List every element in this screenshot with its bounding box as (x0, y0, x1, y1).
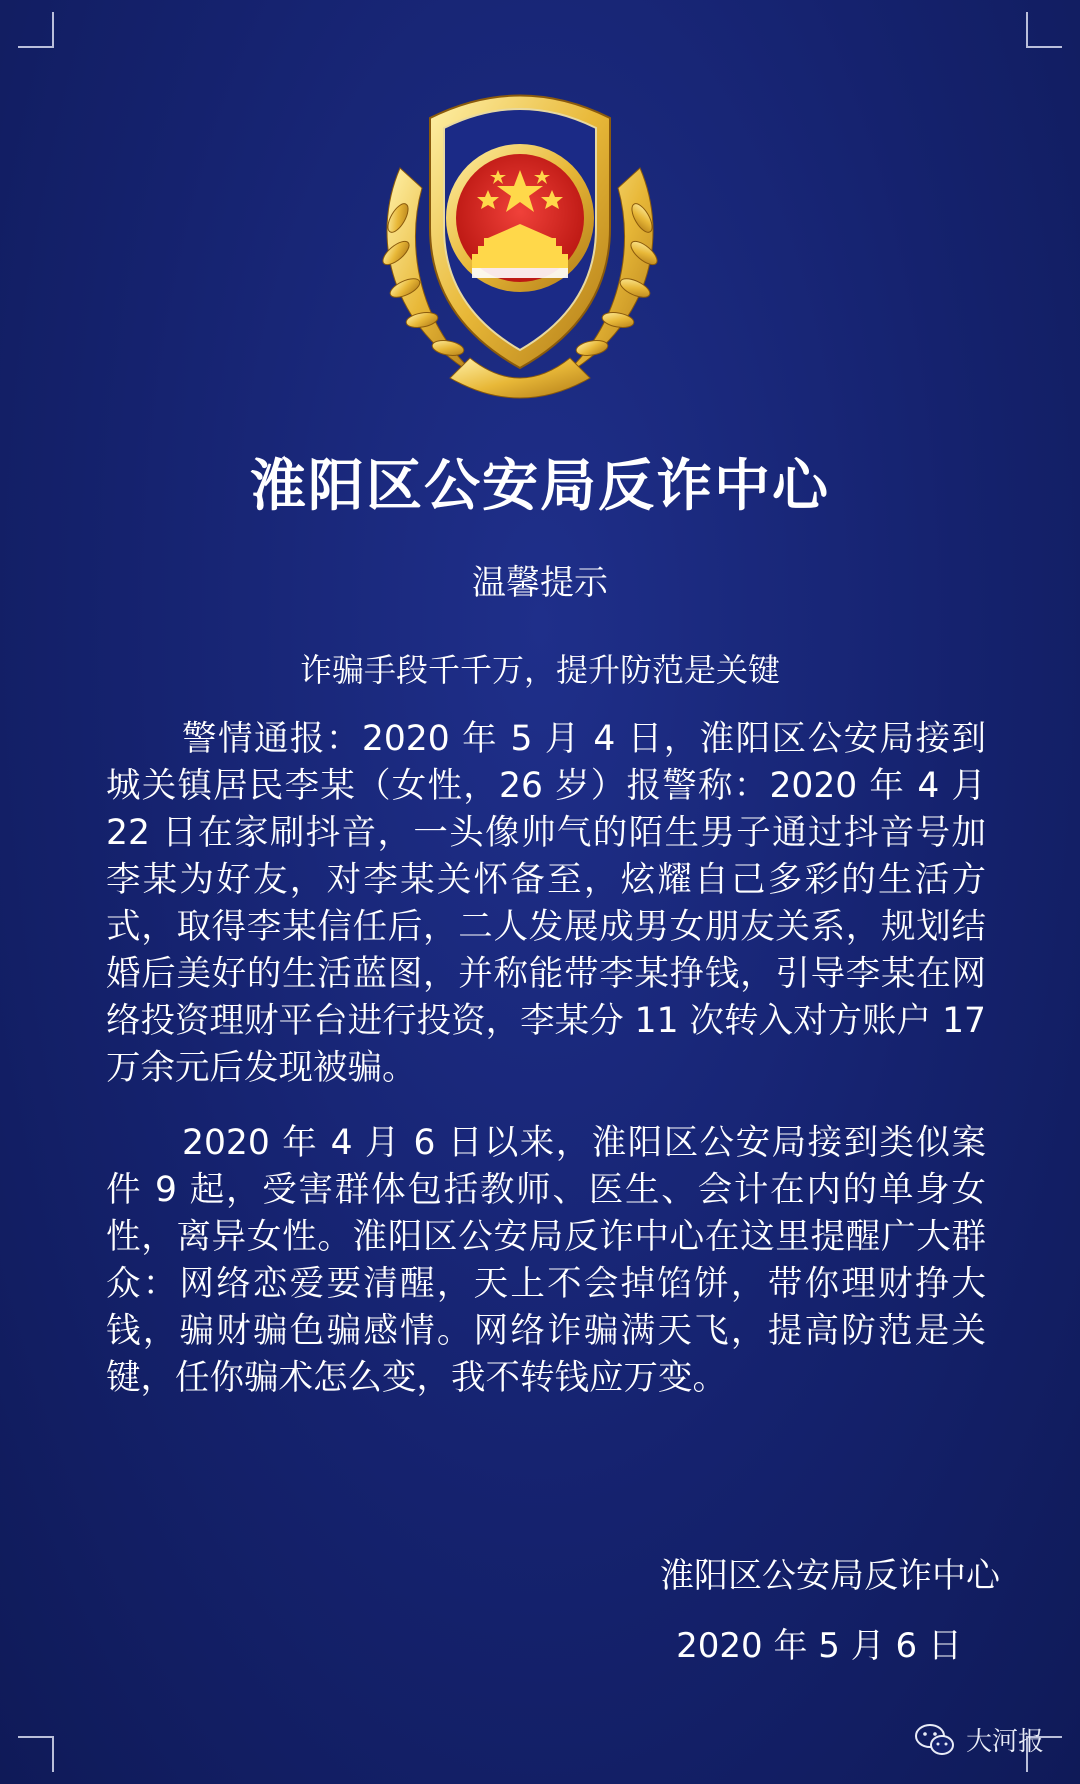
corner-mark-top-left (18, 12, 54, 48)
signature-date: 2020 年 5 月 6 日 (676, 1626, 962, 1666)
wechat-icon (914, 1723, 956, 1757)
corner-mark-bottom-left (18, 1736, 54, 1772)
notice-paragraph-1: 警情通报：2020 年 5 月 4 日，淮阳区公安局接到城关镇居民李某（女性，26 岁）报警称：2020 年 4 月 22 日在家刷抖音，一头像帅气的陌生男子通过抖音号加李某为好友，对李某关怀备至，炫耀自己多彩的生活方式，取得李某信任后，二人发展成男女朋友关系，规划结婚后美好的生活蓝图，并称能带李某挣钱，引导李某在网络投资理财平台进行投资，李某分 11 次转入对方账户 17 万余元后发现被骗。 (106, 719, 986, 1088)
watermark-text: 大河报 (965, 1727, 1044, 1757)
notice-subtitle: 温馨提示 (472, 563, 608, 603)
signature-organization: 淮阳区公安局反诈中心 (660, 1556, 1000, 1596)
police-emblem-icon (360, 78, 680, 408)
corner-mark-top-right (1026, 12, 1062, 48)
notice-slogan: 诈骗手段千千万，提升防范是关键 (299, 651, 780, 689)
source-watermark (914, 1721, 1044, 1758)
page-title: 淮阳区公安局反诈中心 (250, 454, 830, 519)
notice-paragraph-2: 2020 年 4 月 6 日以来，淮阳区公安局接到类似案件 9 起，受害群体包括教师、医生、会计在内的单身女性，离异女性。淮阳区公安局反诈中心在这里提醒广大群众：网络恋爱要清醒，天上不会掉馅饼，带你理财挣大钱，骗财骗色骗感情。网络诈骗满天飞，提高防范是关键，任你骗术怎么变，我不转钱应万变。 (106, 1123, 986, 1398)
